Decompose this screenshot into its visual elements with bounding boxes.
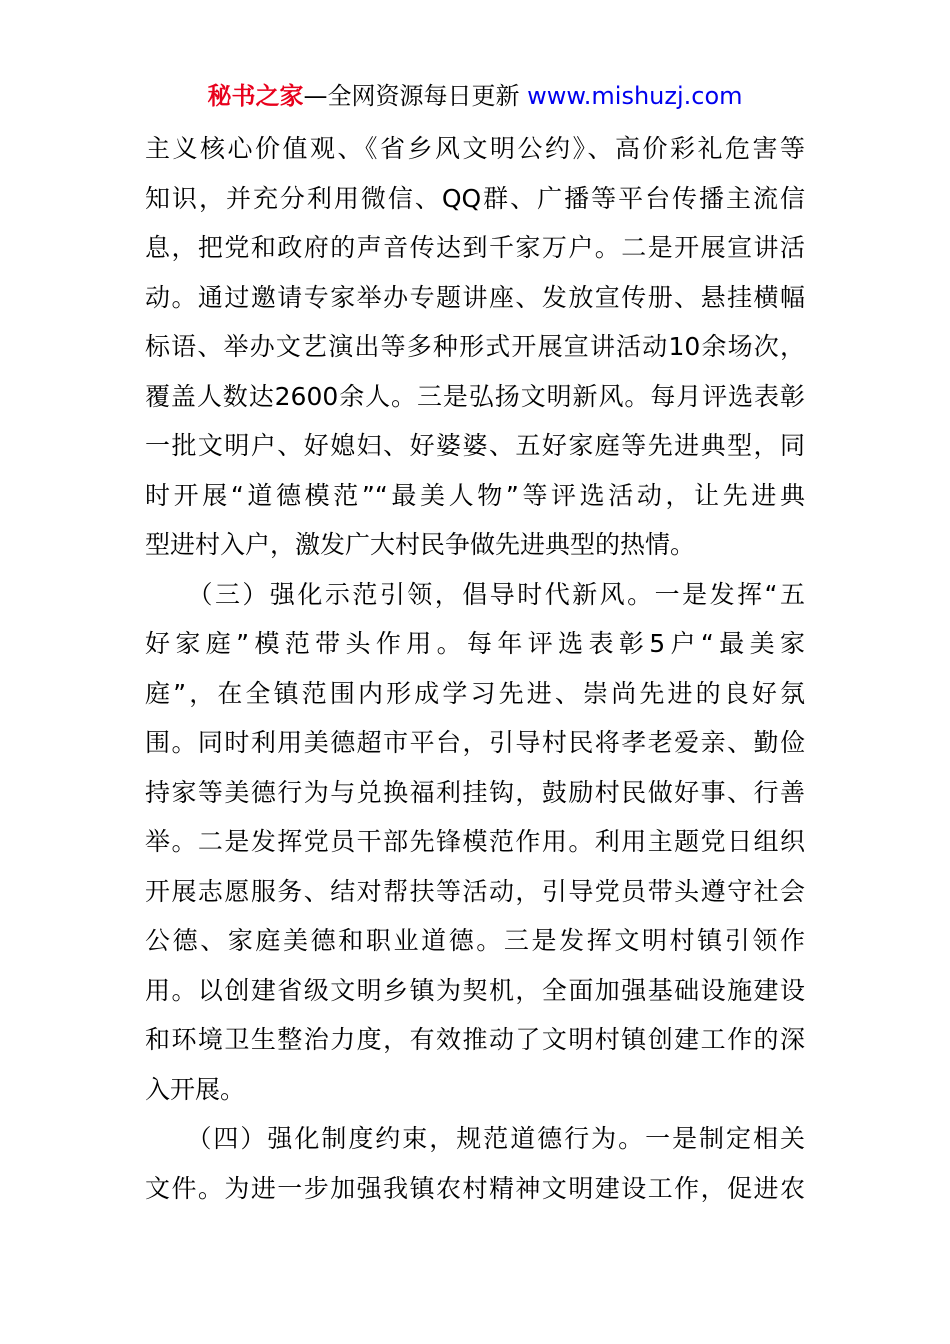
text-line: 息，把党和政府的声音传达到千家万户。二是开展宣讲活 [145,233,805,262]
text-line: 好家庭”模范带头作用。每年评选表彰5户“最美家 [145,629,805,658]
paragraph-2 [145,570,805,1115]
page-header [0,80,950,112]
text-line: 一批文明户、好媳妇、好婆婆、五好家庭等先进典型，同 [145,431,805,460]
site-url-link[interactable]: www.mishuzj.com [527,82,743,110]
text-line: （三）强化示范引领，倡导时代新风。一是发挥“五 [145,579,805,609]
text-line: 入开展。 [145,1074,246,1104]
text-line: 动。通过邀请专家举办专题讲座、发放宣传册、悬挂横幅 [145,282,805,312]
text-line: 知识，并充分利用微信、QQ群、广播等平台传播主流信 [145,183,805,213]
text-line: 和环境卫生整治力度，有效推动了文明村镇创建工作的深 [145,1025,805,1054]
paragraph-1 [145,124,805,570]
text-line: 举。二是发挥党员干部先锋模范作用。利用主题党日组织 [145,827,805,856]
text-line: 型进村入户，激发广大村民争做先进典型的热情。 [145,530,696,559]
text-line: 开展志愿服务、结对帮扶等活动，引导党员带头遵守社会 [145,876,805,906]
document-body [145,124,805,1213]
text-line: 庭”，在全镇范围内形成学习先进、崇尚先进的良好氛 [145,678,805,708]
paragraph-3 [145,1114,805,1213]
text-line: 用。以创建省级文明乡镇为契机，全面加强基础设施建设 [145,975,805,1005]
text-line: 持家等美德行为与兑换福利挂钩，鼓励村民做好事、行善 [145,777,805,807]
site-brand: 秘书之家 [207,82,304,110]
text-line: 文件。为进一步加强我镇农村精神文明建设工作，促进农 [145,1173,805,1203]
text-line: 标语、举办文艺演出等多种形式开展宣讲活动10余场次， [145,332,805,361]
text-line: 时开展“道德模范”“最美人物”等评选活动，让先进典 [145,480,805,510]
text-line: 覆盖人数达2600余人。三是弘扬文明新风。每月评选表彰 [145,381,805,411]
text-line: 围。同时利用美德超市平台，引导村民将孝老爱亲、勤俭 [145,728,805,757]
text-line: 公德、家庭美德和职业道德。三是发挥文明村镇引领作 [145,926,805,955]
text-line: 主义核心价值观、《省乡风文明公约》、高价彩礼危害等 [145,134,805,163]
site-tagline: —全网资源每日更新 [303,82,520,110]
text-line: （四）强化制度约束，规范道德行为。一是制定相关 [145,1124,805,1153]
